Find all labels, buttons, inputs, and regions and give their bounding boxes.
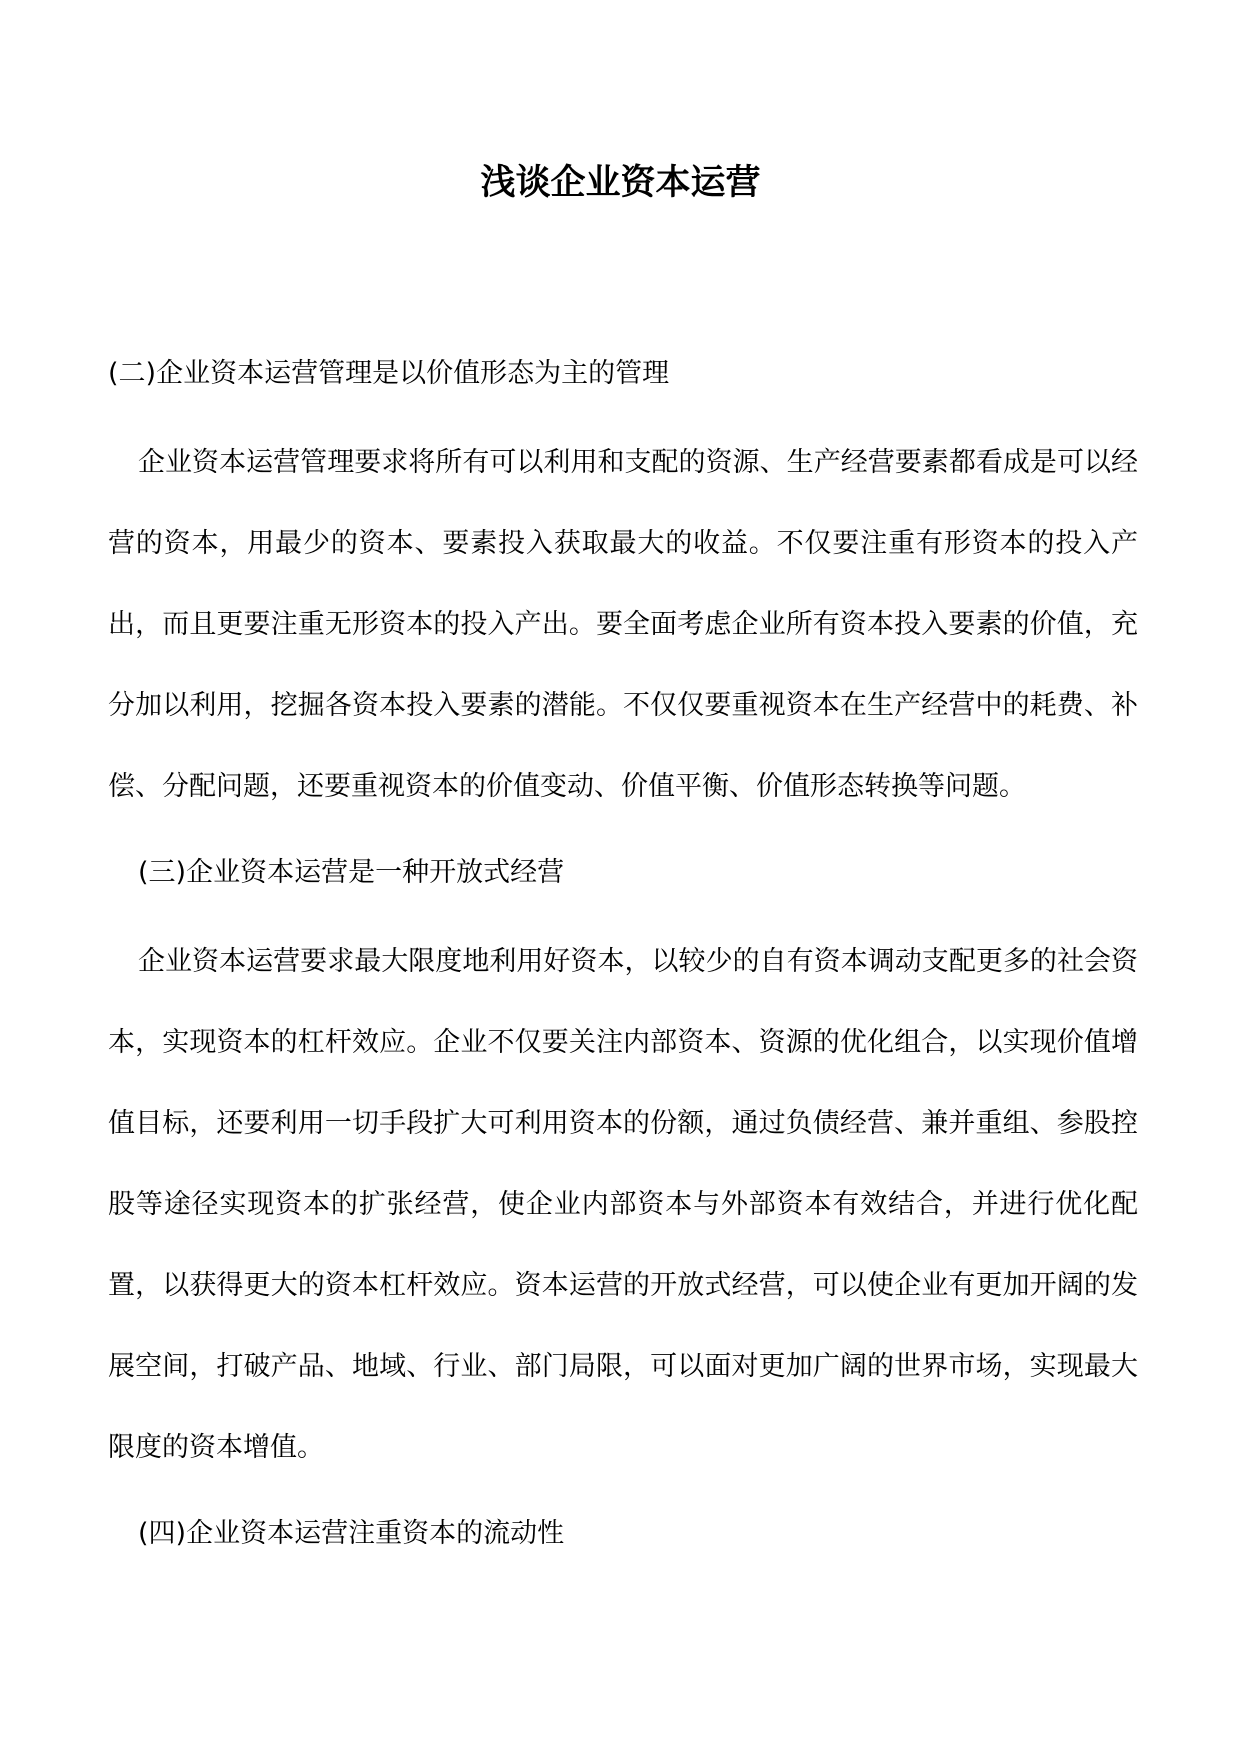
section-paragraph-2: 企业资本运营管理要求将所有可以利用和支配的资源、生产经营要素都看成是可以经营的资本，用最少的资本、要素投入获取最大的收益。不仅要注重有形资本的投入产出，而且更要注重无形资本的投入产出。要全面考虑企业所有资本投入要素的价值，充分加以利用，挖掘各资本投入要素的潜能。不仅仅要重视资本在生产经营中的耗费、补偿、分配问题，还要重视资本的价值变动、价值平衡、价值形态转换等问题。	[108, 447, 1138, 802]
section-heading-4: (四)企业资本运营注重资本的流动性	[138, 1518, 565, 1549]
section-heading-2: (二)企业资本运营管理是以价值形态为主的管理	[108, 358, 670, 389]
section-paragraph-3: 企业资本运营要求最大限度地利用好资本，以较少的自有资本调动支配更多的社会资本，实现资本的杠杆效应。企业不仅要关注内部资本、资源的优化组合，以实现价值增值目标，还要利用一切手段扩大可利用资本的份额，通过负债经营、兼并重组、参股控股等途径实现资本的扩张经营，使企业内部资本与外部资本有效结合，并进行优化配置，以获得更大的资本杠杆效应。资本运营的开放式经营，可以使企业有更加开阔的发展空间，打破产品、地域、行业、部门局限，可以面对更加广阔的世界市场，实现最大限度的资本增值。	[108, 946, 1138, 1463]
document-title: 浅谈企业资本运营	[480, 162, 761, 203]
document-body	[108, 344, 1138, 1564]
section-heading-3: (三)企业资本运营是一种开放式经营	[138, 857, 565, 888]
